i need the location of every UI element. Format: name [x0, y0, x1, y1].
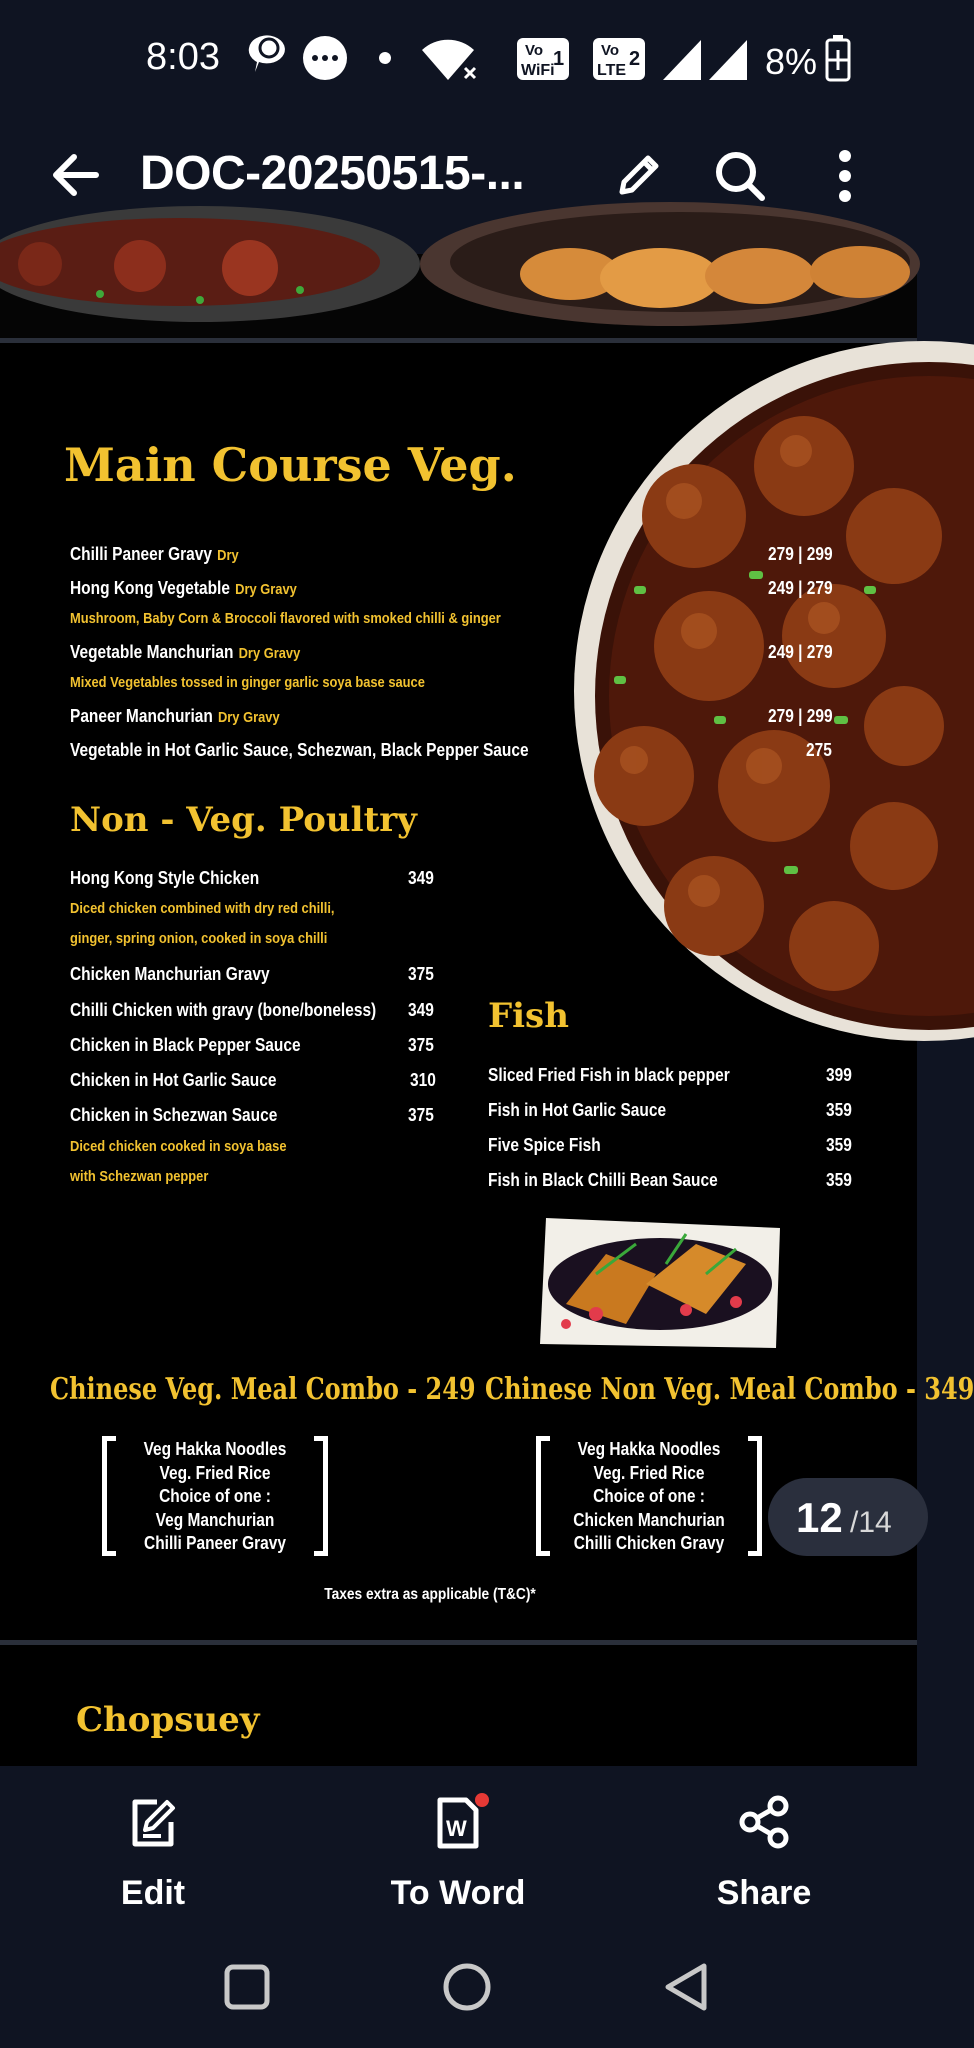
menu-item-name: Vegetable Manchurian: [70, 642, 234, 662]
edit-document-icon: [127, 1796, 181, 1850]
menu-item-fish-hot-garlic: Fish in Hot Garlic Sauce: [488, 1100, 667, 1120]
menu-item-description: Diced chicken cooked in soya base: [70, 1138, 287, 1155]
menu-item-price: 359: [826, 1135, 852, 1155]
menu-item-description: ginger, spring onion, cooked in soya chilli: [70, 930, 328, 947]
word-document-icon: [432, 1792, 492, 1852]
svg-text:LTE: LTE: [597, 62, 627, 79]
chat-bubble-icon: [249, 35, 285, 72]
system-navigation-bar: [0, 1926, 917, 2048]
svg-text:Vo: Vo: [601, 42, 620, 59]
menu-item-price: 359: [826, 1100, 852, 1120]
menu-item-chicken-hot-garlic: Chicken in Hot Garlic Sauce: [70, 1070, 277, 1090]
menu-item-price: 359: [826, 1170, 852, 1190]
svg-text:WiFi: WiFi: [521, 62, 555, 79]
signal2-icon: [709, 40, 747, 80]
menu-item-price: 375: [408, 1105, 434, 1125]
menu-item-name: Hong Kong Vegetable: [70, 578, 230, 598]
taxes-note: Taxes extra as applicable (T&C)*: [324, 1586, 536, 1603]
menu-item-chicken-manchurian: Chicken Manchurian Gravy: [70, 964, 270, 984]
sim2-volte-icon: [593, 38, 645, 80]
status-icons: [245, 30, 865, 90]
combo-line: Veg Manchurian: [155, 1509, 275, 1530]
recents-square-icon[interactable]: [222, 1962, 272, 2012]
combo-line: Chilli Paneer Gravy: [144, 1533, 286, 1553]
manchurian-bowl-photo: [534, 346, 917, 1066]
status-bar: [0, 0, 917, 120]
menu-item-price: 399: [826, 1065, 852, 1085]
signal1-icon: [663, 40, 701, 80]
bracket-left: [536, 1436, 550, 1556]
menu-item-price: 349: [408, 1000, 434, 1020]
fish-dish-photo: [536, 1214, 784, 1352]
svg-text:W: W: [446, 1816, 467, 1841]
menu-item-tag: Dry Gravy: [217, 709, 280, 726]
svg-text:2: 2: [629, 48, 641, 70]
more-vert-icon[interactable]: [830, 146, 860, 206]
combo-heading-veg: Chinese Veg. Meal Combo - 249: [50, 1372, 476, 1407]
to-word-button[interactable]: [308, 1766, 608, 1926]
notification-dot-icon: [379, 52, 391, 64]
menu-item-paneer-manchurian: [70, 706, 280, 727]
edit-pencil-icon[interactable]: [612, 148, 666, 202]
menu-item-hong-kong-vegetable: [70, 578, 297, 599]
menu-item-price: 249 | 279: [768, 642, 833, 662]
menu-item-tag: Dry: [217, 547, 239, 564]
menu-item-price: 279 | 299: [768, 544, 833, 564]
menu-item-name: Paneer Manchurian: [70, 706, 213, 726]
svg-text:1: 1: [553, 48, 565, 70]
edit-button[interactable]: [3, 1766, 303, 1926]
menu-item-price: 349: [408, 868, 434, 888]
menu-item-fish-black-pepper: Sliced Fried Fish in black pepper: [488, 1065, 730, 1085]
menu-item-description: Mixed Vegetables tossed in ginger garlic soya base sauce: [70, 674, 425, 691]
notification-dot: [475, 1793, 489, 1807]
food-photo-prev-page: [0, 254, 917, 338]
menu-item-price: 375: [408, 1035, 434, 1055]
battery-percent: 8%: [765, 41, 818, 82]
messages-icon: [303, 36, 347, 80]
menu-item-vegetable-hot-garlic: [70, 740, 529, 761]
svg-text:Vo: Vo: [525, 42, 544, 59]
bracket-right: [748, 1436, 762, 1556]
combo-box-non-veg: [536, 1436, 762, 1556]
menu-item-chilli-chicken: Chilli Chicken with gravy (bone/boneless): [70, 1000, 377, 1020]
bracket-left: [102, 1436, 116, 1556]
menu-item-description: with Schezwan pepper: [70, 1168, 209, 1185]
page-separator: [0, 338, 917, 343]
wifi-icon: [422, 40, 475, 80]
status-time: 8:03: [146, 36, 220, 78]
menu-item-tag: Dry Gravy: [238, 645, 301, 662]
combo-line: Veg Hakka Noodles: [577, 1439, 721, 1459]
menu-item-name: Vegetable in Hot Garlic Sauce, Schezwan, Black Pepper Sauce: [70, 740, 529, 760]
share-icon: [736, 1794, 792, 1850]
menu-item-tag: Dry Gravy: [235, 581, 297, 598]
page-current: 12: [796, 1494, 843, 1541]
page-separator: [0, 1640, 917, 1645]
sim1-volte-icon: [517, 38, 569, 80]
bracket-right: [314, 1436, 328, 1556]
section-heading-chopsuey: Chopsuey: [76, 1700, 260, 1740]
menu-item-vegetable-manchurian: [70, 642, 300, 663]
menu-item-chilli-paneer: [70, 544, 239, 565]
document-title: DOC-20250515-...: [140, 147, 525, 200]
to-word-label: To Word: [390, 1874, 526, 1912]
menu-item-chicken-schezwan: Chicken in Schezwan Sauce: [70, 1105, 278, 1125]
section-heading-main-course-veg: Main Course Veg.: [64, 438, 517, 492]
share-label: Share: [716, 1874, 812, 1912]
section-heading-fish: Fish: [488, 996, 569, 1036]
menu-item-name: Chilli Paneer Gravy: [70, 544, 212, 564]
menu-item-fish-black-chilli-bean: Fish in Black Chilli Bean Sauce: [488, 1170, 718, 1190]
back-triangle-icon[interactable]: [660, 1960, 714, 2014]
menu-item-description: Mushroom, Baby Corn & Broccoli flavored with smoked chilli & ginger: [70, 610, 501, 627]
combo-box-veg: [102, 1436, 328, 1556]
menu-item-description: Diced chicken combined with dry red chilli,: [70, 900, 335, 917]
menu-item-price: 279 | 299: [768, 706, 833, 726]
menu-item-hong-kong-chicken: Hong Kong Style Chicken: [70, 868, 260, 888]
combo-line: Veg Hakka Noodles: [143, 1439, 287, 1459]
edit-label: Edit: [120, 1874, 186, 1912]
battery-icon: [827, 35, 849, 80]
share-button[interactable]: [614, 1766, 914, 1926]
search-icon[interactable]: [712, 148, 768, 204]
menu-item-price: 275: [806, 740, 832, 760]
combo-line: Chilli Chicken Gravy: [573, 1533, 725, 1553]
bottom-action-bar: [0, 1766, 917, 1926]
page-indicator: [768, 1478, 928, 1556]
back-arrow-icon[interactable]: [50, 150, 100, 200]
page-total: /14: [850, 1506, 892, 1539]
combo-line: Veg. Fried Rice: [593, 1462, 705, 1483]
menu-item-price: 249 | 279: [768, 578, 833, 598]
combo-line: Choice of one :: [593, 1486, 705, 1506]
menu-item-price: 375: [408, 964, 434, 984]
combo-heading-non-veg: Chinese Non Veg. Meal Combo - 349: [485, 1372, 974, 1407]
menu-item-price: 310: [410, 1070, 436, 1090]
menu-item-chicken-black-pepper: Chicken in Black Pepper Sauce: [70, 1035, 301, 1055]
section-heading-non-veg-poultry: Non - Veg. Poultry: [70, 800, 417, 840]
combo-line: Chicken Manchurian: [573, 1509, 725, 1530]
menu-item-five-spice-fish: Five Spice Fish: [488, 1135, 601, 1155]
combo-line: Choice of one :: [159, 1486, 271, 1506]
home-circle-icon[interactable]: [440, 1960, 494, 2014]
combo-line: Veg. Fried Rice: [159, 1462, 271, 1483]
